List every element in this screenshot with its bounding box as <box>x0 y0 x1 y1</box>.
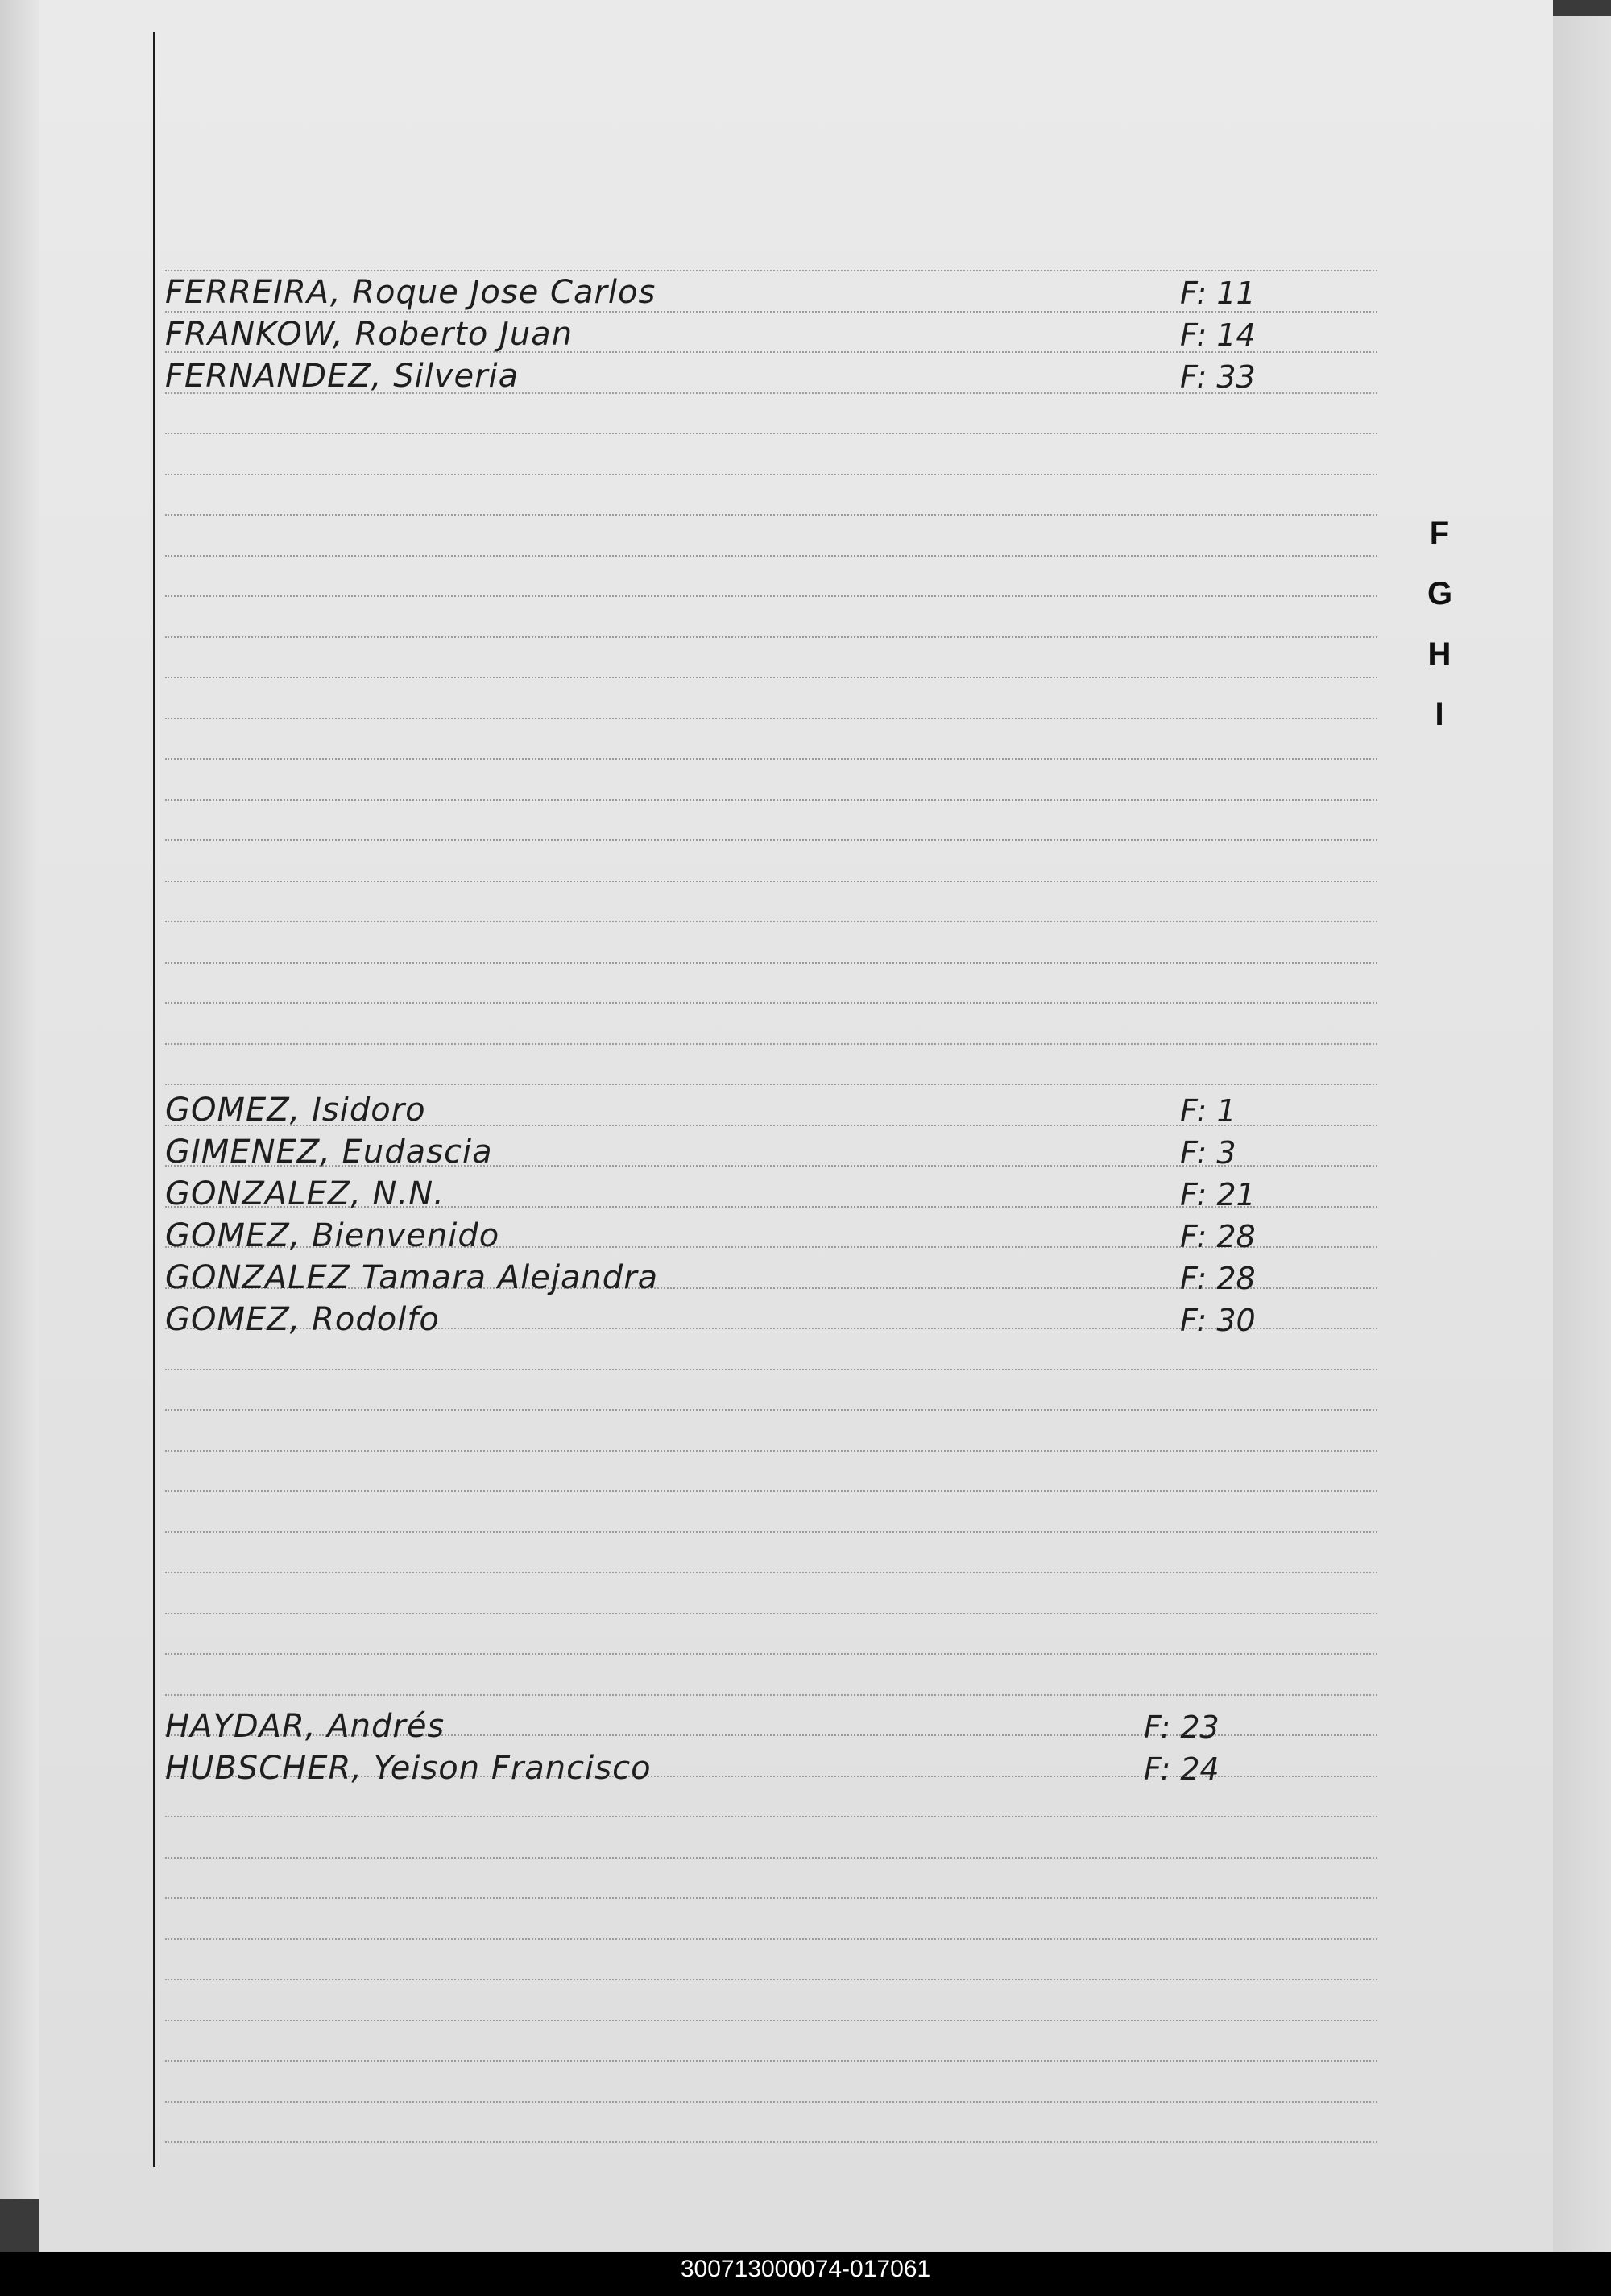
ruled-line <box>165 1653 1377 1655</box>
ruled-line <box>165 758 1377 760</box>
ruled-line <box>165 881 1377 882</box>
ruled-line <box>165 2101 1377 2103</box>
index-tab-letter: H <box>1427 636 1452 672</box>
ruled-line <box>165 2020 1377 2021</box>
entry-folio: F: 28 <box>1180 1219 1256 1254</box>
entry-folio: F: 24 <box>1144 1751 1220 1787</box>
ruled-line <box>165 1409 1377 1411</box>
entry-name: FERNANDEZ, Silveria <box>165 358 520 395</box>
entry-folio: F: 21 <box>1180 1177 1256 1212</box>
entry-folio: F: 11 <box>1180 276 1256 311</box>
ruled-line <box>165 1084 1377 1085</box>
ruled-line <box>165 718 1377 719</box>
ruled-line <box>165 270 1377 271</box>
ruled-line <box>165 1572 1377 1573</box>
ruled-line <box>165 1369 1377 1370</box>
ruled-line <box>165 555 1377 557</box>
entry-folio: F: 23 <box>1144 1710 1220 1745</box>
ruled-line <box>165 1979 1377 1980</box>
ruled-line <box>165 595 1377 597</box>
document-id: 300713000074-017061 <box>680 2256 931 2282</box>
index-tab-letter: I <box>1435 697 1444 732</box>
ruled-line <box>165 1613 1377 1614</box>
entry-folio: F: 3 <box>1180 1135 1236 1171</box>
entry-folio: F: 30 <box>1180 1303 1256 1338</box>
ruled-line <box>165 1694 1377 1696</box>
ruled-line <box>165 1816 1377 1817</box>
ruled-line <box>165 311 1377 313</box>
entry-folio: F: 28 <box>1180 1261 1256 1296</box>
ruled-line <box>165 962 1377 964</box>
ruled-line <box>165 1897 1377 1899</box>
ruled-line <box>165 839 1377 841</box>
entry-name: HUBSCHER, Yeison Francisco <box>165 1750 652 1787</box>
index-tab-letter: G <box>1427 576 1453 611</box>
entry-folio: F: 33 <box>1180 359 1256 395</box>
entry-name: GOMEZ, Rodolfo <box>165 1301 440 1338</box>
facing-page-edge <box>0 0 39 2199</box>
ruled-line <box>165 1490 1377 1492</box>
entry-name: GOMEZ, Isidoro <box>165 1092 426 1129</box>
ruled-line <box>165 1002 1377 1004</box>
index-tab-letter: F <box>1429 516 1450 551</box>
entry-name: HAYDAR, Andrés <box>165 1708 445 1745</box>
ruled-line <box>165 514 1377 516</box>
entry-name: FRANKOW, Roberto Juan <box>165 316 574 353</box>
ruled-line <box>165 1450 1377 1452</box>
entry-folio: F: 14 <box>1180 317 1256 353</box>
ruled-line <box>165 799 1377 801</box>
ruled-line <box>165 433 1377 434</box>
entry-name: GONZALEZ Tamara Alejandra <box>165 1259 659 1296</box>
entry-name: GIMENEZ, Eudascia <box>165 1133 493 1171</box>
ruled-line <box>165 1043 1377 1045</box>
ruled-line <box>165 677 1377 678</box>
entry-folio: F: 1 <box>1180 1093 1236 1129</box>
margin-rule <box>153 32 155 2167</box>
entry-name: GOMEZ, Bienvenido <box>165 1217 500 1254</box>
ruled-line <box>165 2060 1377 2062</box>
ruled-line <box>165 921 1377 922</box>
ruled-line <box>165 1857 1377 1859</box>
ruled-line <box>165 1531 1377 1533</box>
ruled-line <box>165 474 1377 475</box>
ruled-line <box>165 636 1377 638</box>
entry-name: FERREIRA, Roque Jose Carlos <box>165 274 656 311</box>
entry-name: GONZALEZ, N.N. <box>165 1175 445 1212</box>
ruled-line <box>165 1938 1377 1940</box>
ruled-line <box>165 2141 1377 2143</box>
